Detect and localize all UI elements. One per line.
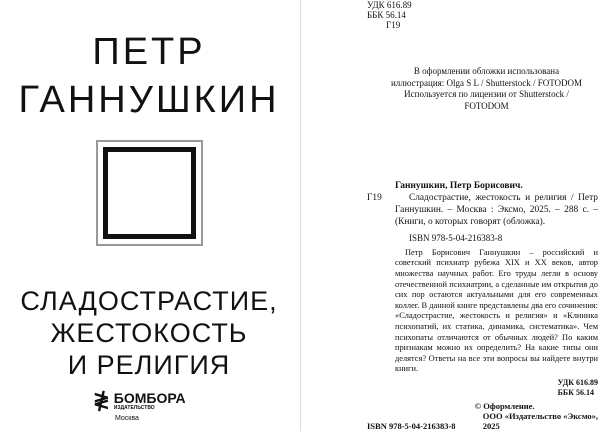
illustration-credits: В оформлении обложки использована иллюстрация: Olga S L / Shutterstock / FOTODOM Используется по лицензии от Shutterstock / FOTODOM <box>390 66 583 111</box>
author-first-name: ПЕТР <box>92 31 206 73</box>
isbn: ISBN 978-5-04-216383-8 <box>409 232 503 243</box>
copyright: © Оформление. ООО «Издательство «Эксмо», 2025 <box>474 401 598 431</box>
book-title <box>0 285 298 381</box>
publisher-tagline: ИЗДАТЕЛЬСТВО <box>113 405 155 411</box>
classification-code: Г19 <box>367 192 382 203</box>
bbk-bottom: ББК 56.14 <box>557 387 595 397</box>
bibliographic-record: Сладострастие, жестокость и религия / Петр Ганнушкин. – Москва : Эксмо, 2025. – 288 с. – (Книги, о которых говорят (обложка). <box>395 192 598 227</box>
imprint-footer <box>367 401 598 431</box>
cover-illustration <box>96 140 203 246</box>
publisher-name: БОМБОРА <box>113 390 186 406</box>
isbn-bottom: ISBN 978-5-04-216383-8 <box>367 421 456 431</box>
bombora-logo-icon: ≹ <box>93 390 110 412</box>
title-line: ЖЕСТОКОСТЬ <box>50 318 248 348</box>
author-heading: Ганнушкин, Петр Борисович. <box>395 180 523 191</box>
code-top: Г19 <box>386 20 401 30</box>
left-page <box>0 0 298 431</box>
bbk-top: ББК 56.14 <box>367 10 406 20</box>
author-last-name: ГАННУШКИН <box>18 79 280 121</box>
udk-bbk-bottom <box>558 378 598 397</box>
title-line: И РЕЛИГИЯ <box>67 350 231 380</box>
title-line: СЛАДОСТРАСТИЕ, <box>20 286 278 316</box>
publisher-city: Москва <box>115 415 139 422</box>
udk-bottom: УДК 616.89 <box>557 378 598 387</box>
publisher-logo <box>93 390 186 423</box>
udk-top: УДК 616.89 <box>367 0 412 10</box>
bibliographic-block <box>367 180 598 375</box>
imprint-column <box>367 0 598 431</box>
annotation: Петр Борисович Ганнушкин – российский и советский психиатр рубежа XIX и XX веков, автор множества научных работ. Его труды легли в основу отечественной психиатрии, а сделанные им открытия до сих пор остаются актуальными для его современных коллег. В данной книге представлены два его сочинения: «Сладострастие, жестокость и религия» и «Клиника психопатий, их статика, динамика, систематика». Чем психопаты отличаются от обычных людей? По каким признакам можно их определить? На какие типы они делятся? Ответы на все эти вопросы вы найдете внутри книги. <box>395 247 598 374</box>
